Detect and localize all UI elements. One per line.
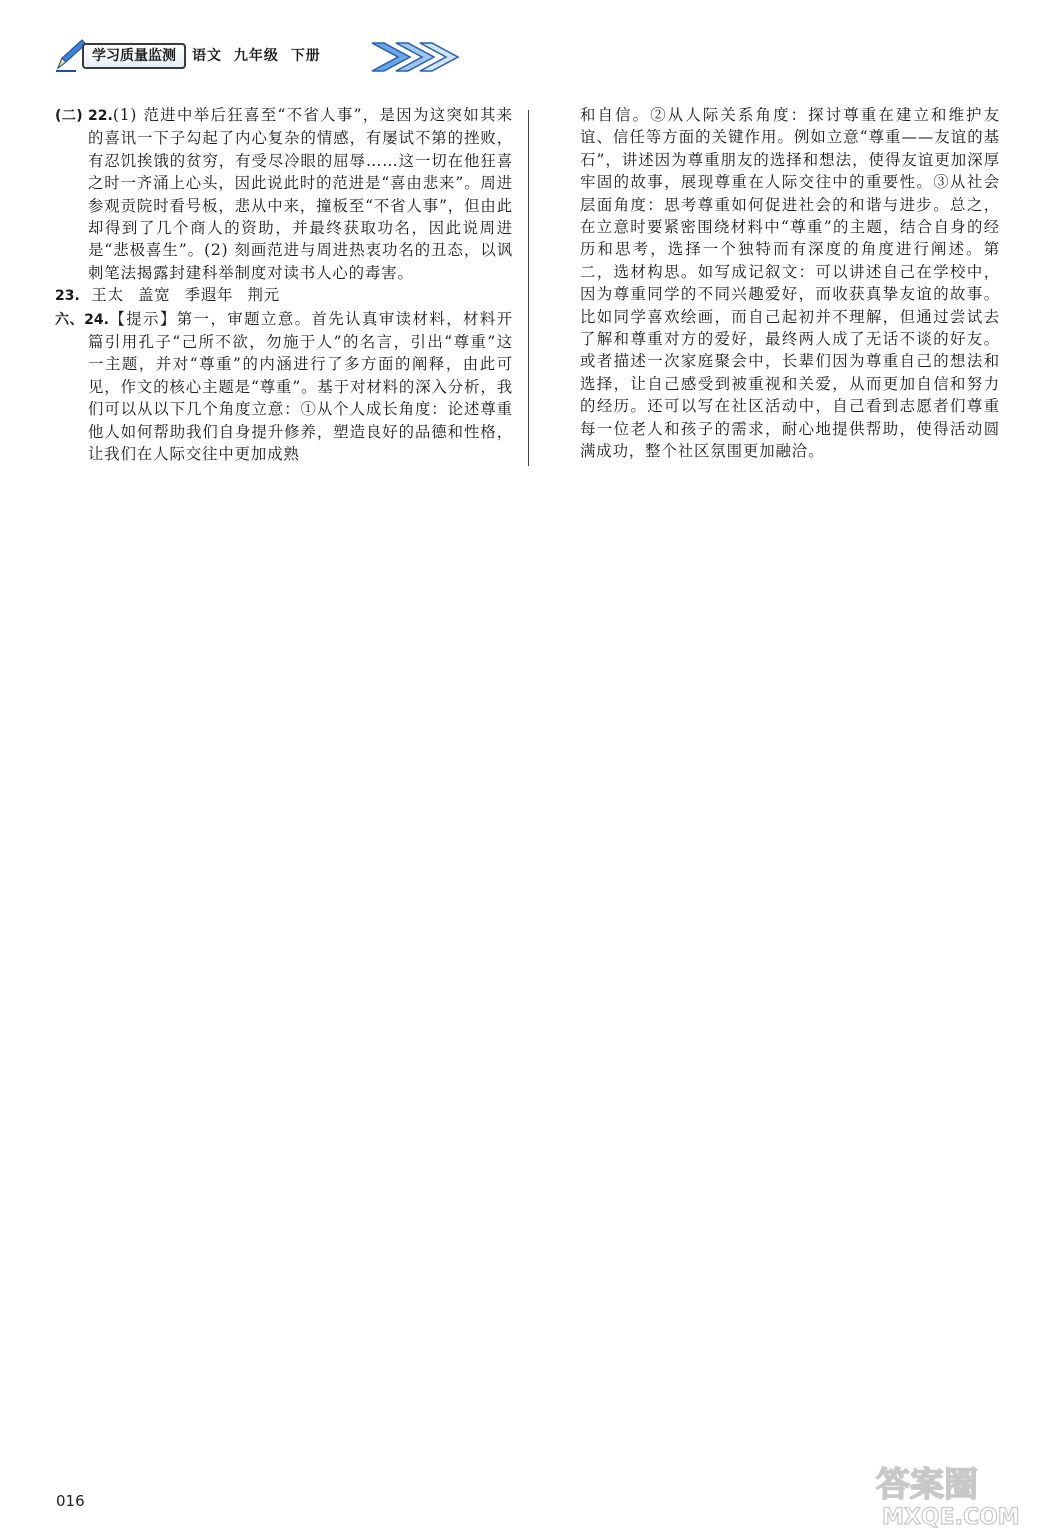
book-subtitle — [192, 45, 321, 67]
q23-label: 23. — [55, 288, 80, 305]
book-title: 学习质量监测 — [82, 43, 186, 69]
q22-text: (1) 范进中举后狂喜至“不省人事”，是因为这突如其来的喜讯一下子勾起了内心复杂的情感，有屡试不第的挫败，有忍饥挨饿的贫穷，有受尽冷眼的屈辱……这一切在他狂喜之时一齐涌上心头，因此说此时的范进是“喜由悲来”。周进参观贡院时看号板，悲从中来，撞板至“不省人事”，但由此却得到了几个商人的资助，并最终获取功名，因此说周进是“悲极喜生”。(2) 刻画范进与周进热衷功名的丑态，以讽刺笔法揭露封建科举制度对读书人心的毒害。 — [88, 106, 513, 282]
grade-label: 九年级 — [233, 48, 279, 64]
column-divider — [528, 110, 529, 466]
watermark-url: MXQE.COM — [882, 1505, 1020, 1530]
page-number: 016 — [56, 1492, 85, 1510]
q23-answer: 荆元 — [247, 286, 281, 305]
chevron-decoration-icon — [368, 40, 498, 74]
header-bar — [82, 42, 321, 70]
answer-q24 — [55, 308, 513, 466]
left-column — [55, 104, 513, 466]
subject-label: 语文 — [192, 48, 222, 64]
right-column — [580, 104, 1000, 463]
q24-text: 【提示】第一，审题立意。首先认真审读材料，材料开篇引用孔子“己所不欲，勿施于人”的名言，引出“尊重”这一主题，并对“尊重”的内涵进行了多方面的阐释，由此可见，作文的核心主题是“尊重”。基于对材料的深入分析，我们可以从以下几个角度立意：①从个人成长角度：论述尊重他人如何帮助我们自身提升修养，塑造良好的品德和性格，让我们在人际交往中更加成熟 — [88, 309, 513, 464]
answer-q23 — [55, 284, 513, 307]
q24-label: 六、24. — [55, 311, 109, 328]
q22-label: (二) 22. — [55, 108, 113, 124]
watermark-text: 答案圈 — [876, 1465, 978, 1505]
answer-q24-continued: 和自信。②从人际关系角度：探讨尊重在建立和维护友谊、信任等方面的关键作用。例如立意“尊重——友谊的基石”，讲述因为尊重朋友的选择和想法，使得友谊更加深厚牢固的故事，展现尊重在人际交往中的重要性。③从社会层面角度：思考尊重如何促进社会的和谐与进步。总之，在立意时要紧密围绕材料中“尊重”的主题，结合自身的经历和思考，选择一个独特而有深度的角度进行阐述。第二，选材构思。如写成记叙文：可以讲述自己在学校中，因为尊重同学的不同兴趣爱好，而收获真挚友谊的故事。比如同学喜欢绘画，而自己起初并不理解，但通过尝试去了解和尊重对方的爱好，最终两人成了无话不谈的好友。或者描述一次家庭聚会中，长辈们因为尊重自己的想法和选择，让自己感受到被重视和关爱，从而更加自信和努力的经历。还可以写在社区活动中，自己看到志愿者们尊重每一位老人和孩子的需求，耐心地提供帮助，使得活动圆满成功，整个社区氛围更加融洽。 — [580, 106, 1000, 461]
q23-answer: 王太 — [91, 286, 124, 305]
q23-answer: 盖宽 — [138, 286, 171, 305]
watermark-logo — [870, 1460, 1040, 1530]
q23-answer: 季遐年 — [184, 286, 234, 305]
page-header — [52, 36, 452, 76]
answer-q22 — [55, 104, 513, 284]
volume-label: 下册 — [290, 48, 321, 64]
